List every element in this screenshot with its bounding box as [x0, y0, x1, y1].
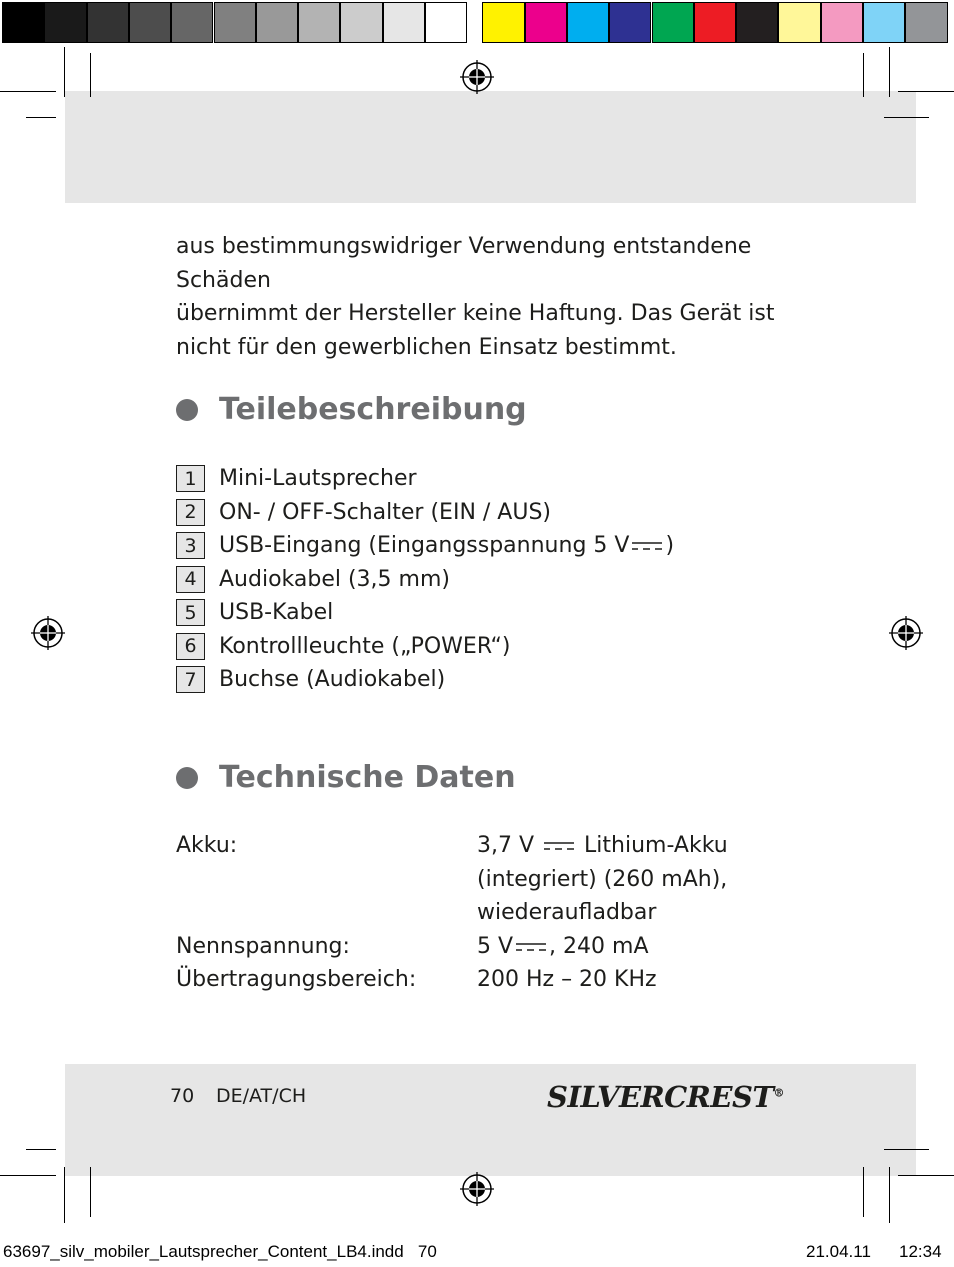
color-swatch: [256, 2, 298, 43]
spec-row: [176, 829, 796, 863]
spec-label: Übertragungsbereich:: [176, 967, 417, 992]
intro-line: nicht für den gewerblichen Einsatz bestimmt.: [176, 334, 677, 360]
nenn-voltage: 5 V: [477, 933, 514, 959]
crop-mark: [26, 1149, 56, 1150]
slug-date: 21.04.11: [806, 1242, 871, 1261]
color-swatch: [44, 2, 86, 43]
nenn-current: , 240 mA: [549, 933, 649, 959]
registration-mark-icon: [31, 616, 65, 650]
part-number: 3: [176, 532, 205, 559]
slug-time: 12:34: [899, 1242, 942, 1261]
parts-list: [176, 462, 776, 697]
color-swatch: [694, 2, 736, 43]
color-swatch: [905, 2, 947, 43]
color-swatch: [525, 2, 567, 43]
crop-mark: [889, 1167, 890, 1223]
akku-voltage: 3,7 V: [477, 833, 535, 858]
spec-table: [176, 829, 796, 997]
footer-panel: [65, 1064, 916, 1176]
spec-value: [477, 930, 796, 964]
part-label: USB-Kabel: [219, 600, 334, 626]
crop-mark: [64, 47, 65, 97]
color-swatch: [652, 2, 694, 43]
crop-mark: [884, 117, 929, 118]
part-label: USB-Eingang (Eingangsspannung 5 V: [219, 533, 630, 559]
locale: DE/AT/CH: [216, 1085, 307, 1107]
color-swatch: [778, 2, 820, 43]
color-swatch: [129, 2, 171, 43]
crop-mark: [90, 53, 91, 97]
registered-mark: ®: [773, 1086, 784, 1100]
registration-mark-icon: [889, 616, 923, 650]
registration-mark-icon: [460, 1172, 494, 1206]
crop-mark: [889, 47, 890, 97]
color-swatch: [383, 2, 425, 43]
color-swatch: [87, 2, 129, 43]
akku-type: Lithium-Akku: [584, 833, 728, 858]
intro-line: aus bestimmungswidriger Verwendung entstandene Schäden: [176, 234, 752, 293]
color-swatch: [214, 2, 256, 43]
spec-row: [176, 863, 796, 897]
color-swatch: [482, 2, 524, 43]
spec-row: [176, 963, 796, 997]
spec-value: wiederaufladbar: [477, 900, 657, 925]
part-number: 5: [176, 599, 205, 626]
list-item: [176, 663, 776, 697]
crop-mark: [863, 1167, 864, 1217]
header-panel: [65, 91, 916, 203]
spec-row: [176, 896, 796, 930]
part-label: Mini-Lautsprecher: [219, 466, 417, 492]
brand-logo: [547, 1080, 784, 1114]
crop-mark: [90, 1167, 91, 1217]
registration-mark-icon: [460, 60, 494, 94]
list-item: [176, 462, 776, 496]
file-slug: 63697_silv_mobiler_Lautsprecher_Content_LB4.indd 70: [3, 1242, 437, 1261]
intro-paragraph: [176, 230, 816, 364]
part-number: 1: [176, 465, 205, 492]
spec-value: [477, 829, 796, 863]
part-label: ON- / OFF-Schalter (EIN / AUS): [219, 499, 551, 525]
spec-value: 200 Hz – 20 KHz: [477, 967, 657, 992]
tech-heading: [176, 760, 516, 795]
crop-mark: [863, 53, 864, 97]
spec-label: Akku:: [176, 833, 238, 858]
list-item: [176, 563, 776, 597]
spec-row: [176, 930, 796, 964]
list-item: [176, 496, 776, 530]
crop-mark: [0, 91, 56, 92]
dc-symbol-icon: [631, 540, 663, 552]
color-swatch: [171, 2, 213, 43]
spec-label: Nennspannung:: [176, 933, 350, 959]
part-label: Buchse (Audiokabel): [219, 667, 446, 693]
list-item: [176, 630, 776, 664]
color-calibration-bar: [0, 0, 954, 46]
part-label-suffix: ): [665, 533, 675, 559]
dc-symbol-icon: [515, 941, 547, 953]
part-label: Audiokabel (3,5 mm): [219, 566, 450, 592]
crop-mark: [64, 1167, 65, 1223]
color-swatch: [340, 2, 382, 43]
crop-mark: [26, 117, 56, 118]
part-number: 4: [176, 566, 205, 593]
spec-value: (integriert) (260 mAh),: [477, 866, 728, 892]
page-number: 70: [170, 1085, 195, 1107]
color-swatch: [298, 2, 340, 43]
bullet-icon: [176, 767, 198, 789]
tech-heading-text: Technische Daten: [219, 760, 516, 795]
parts-heading-text: Teilebeschreibung: [219, 392, 527, 427]
bullet-icon: [176, 399, 198, 421]
color-swatch: [609, 2, 651, 43]
color-swatch: [567, 2, 609, 43]
part-number: 2: [176, 499, 205, 526]
color-swatch: [425, 2, 467, 43]
part-number: 7: [176, 666, 205, 693]
crop-mark: [898, 91, 954, 92]
color-swatch: [863, 2, 905, 43]
intro-line: übernimmt der Hersteller keine Haftung. Das Gerät ist: [176, 301, 775, 326]
crop-mark: [884, 1149, 929, 1150]
dc-symbol-icon: [543, 840, 575, 852]
color-swatch: [736, 2, 778, 43]
crop-mark: [0, 1175, 56, 1176]
brand-name: SILVERCREST: [547, 1080, 774, 1114]
list-item: [176, 529, 776, 563]
part-label: Kontrollleuchte („POWER“): [219, 633, 511, 659]
color-swatch: [2, 2, 44, 43]
parts-heading: [176, 392, 527, 427]
part-number: 6: [176, 633, 205, 660]
list-item: [176, 596, 776, 630]
color-swatch: [821, 2, 863, 43]
crop-mark: [898, 1175, 954, 1176]
